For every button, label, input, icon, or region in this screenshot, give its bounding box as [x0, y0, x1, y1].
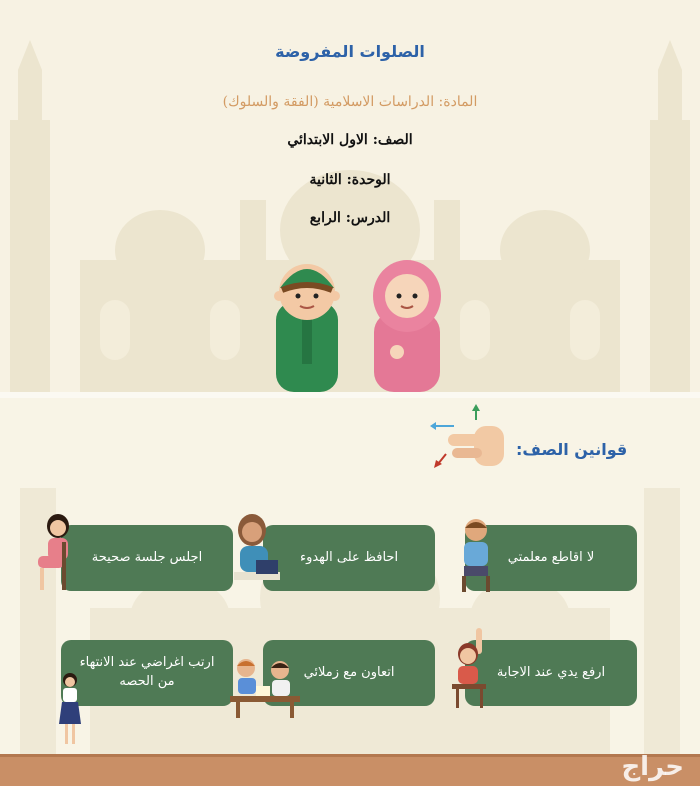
title-slide [0, 0, 700, 392]
pointing-hand-icon [430, 404, 516, 474]
rule-text-line2: من الحصه [119, 674, 175, 689]
rule-card-sit-properly [61, 525, 233, 591]
watermark-logo: حراج [621, 752, 684, 782]
grade-line: الصف: الاول الابتدائي [287, 132, 413, 148]
rule-card-stay-quiet [263, 525, 435, 591]
boy-figure [274, 264, 340, 392]
unit-line: الوحدة: الثانية [309, 172, 391, 188]
girl-figure [373, 260, 441, 392]
rules-heading: قوانين الصف: [516, 440, 628, 459]
reading-girl-illustration [230, 512, 286, 588]
floor-edge [0, 754, 700, 757]
rule-text: ارفع يدي عند الاجابة [496, 664, 606, 680]
rule-text: لا اقاطع معلمتي [507, 549, 595, 565]
rule-text: اجلس جلسة صحيحة [91, 549, 203, 565]
rule-text: ارتب اغراضي عند الانتهاء [79, 655, 215, 671]
seated-boy-illustration [458, 516, 494, 592]
raising-hand-girl-illustration [452, 628, 492, 708]
standing-girl-illustration [58, 672, 82, 748]
page-title: الصلوات المفروضة [275, 42, 425, 61]
children-illustration [262, 252, 452, 392]
lesson-line: الدرس: الرابع [309, 210, 391, 226]
cooperating-students-illustration [228, 656, 302, 718]
rule-card-tidy-up [61, 640, 233, 706]
subject-line: المادة: الدراسات الاسلامية (الفقة والسلوك) [222, 94, 478, 110]
sitting-girl-illustration [36, 512, 76, 592]
rule-text: اتعاون مع زملائي [303, 664, 395, 680]
floor-strip [0, 754, 700, 786]
rule-text: احافظ على الهدوء [299, 549, 399, 565]
